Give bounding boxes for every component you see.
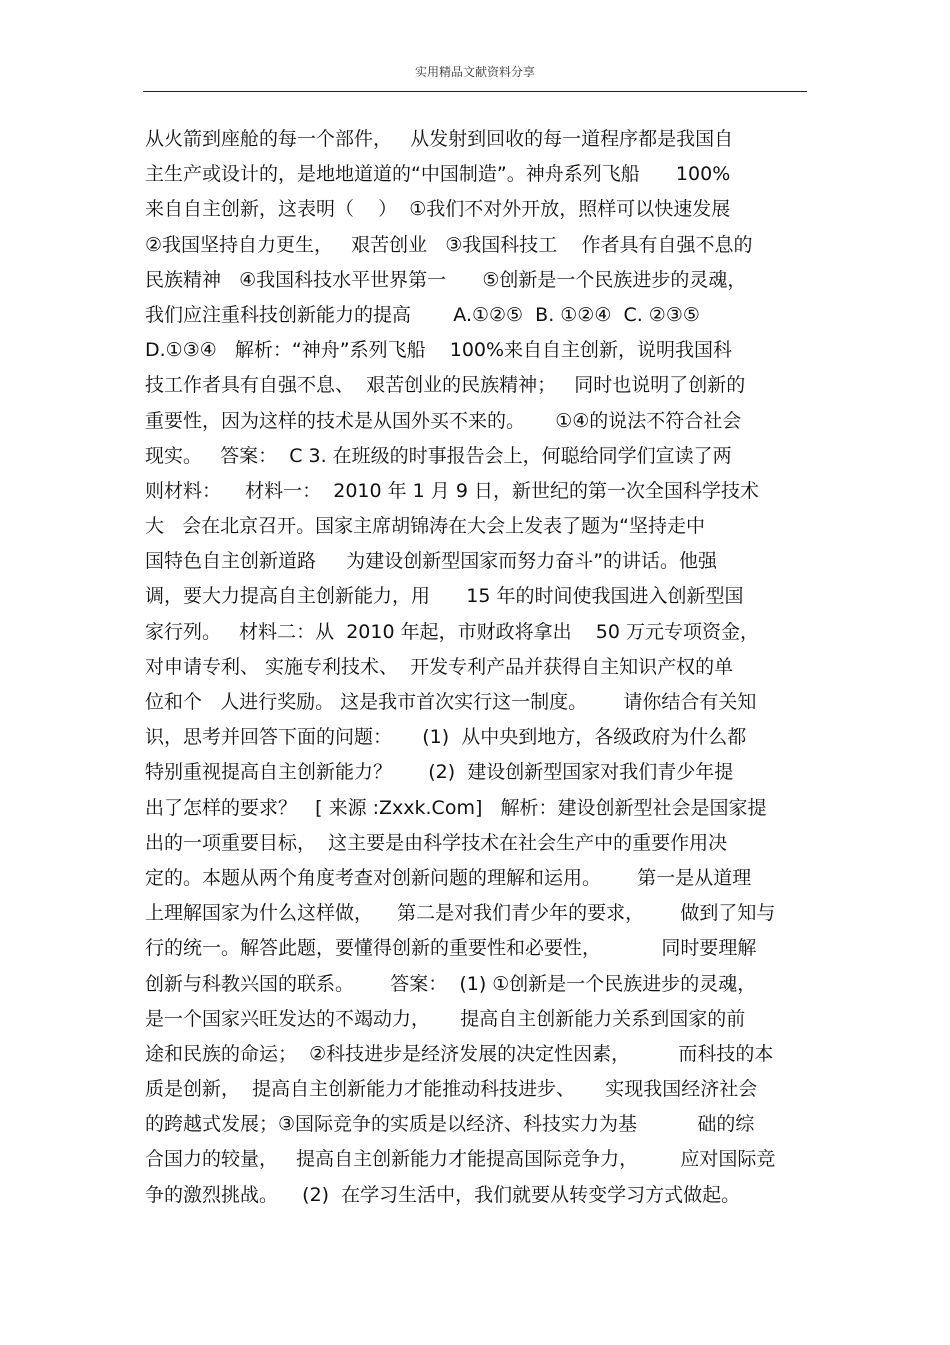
text-line: 的跨越式发展；③国际竞争的实质是以经济、科技实力为基 础的综	[145, 1113, 755, 1136]
text-line: 技工作者具有自强不息、 艰苦创业的民族精神； 同时也说明了创新的	[145, 374, 746, 397]
text-line: 位和个 人进行奖励。 这是我市首次实行这一制度。 请你结合有关知	[145, 691, 757, 713]
text-line: 重要性，因为这样的技术是从国外买不来的。 ①④的说法不符合社会	[145, 409, 742, 432]
text-line: 调，要大力提高自主创新能力，用 15 年的时间使我国进入创新型国	[145, 585, 744, 608]
text-line: 行的统一。解答此题，要懂得创新的重要性和必要性， 同时要理解	[145, 937, 757, 960]
header-divider	[143, 91, 807, 92]
text-line: 来自自主创新，这表明（ ） ①我们不对外开放，照样可以快速发展	[145, 198, 731, 221]
text-line: 识，思考并回答下面的问题： (1) 从中央到地方，各级政府为什么都	[145, 726, 747, 749]
text-line: 家行列。 材料二：从 2010 年起，市财政将拿出 50 万元专项资金，	[145, 620, 759, 643]
text-line: 则材料： 材料一： 2010 年 1 月 9 日，新世纪的第一次全国科学技术	[145, 479, 759, 502]
text-line: 大 会在北京召开。国家主席胡锦涛在大会上发表了题为“坚持走中	[145, 515, 705, 538]
text-line: 出了怎样的要求？ [ 来源 :Zxxk.Com] 解析：建设创新型社会是国家提	[145, 796, 767, 819]
page-header: 实用精品文献资料分享	[414, 65, 535, 79]
text-line: 争的激烈挑战。 (2) 在学习生活中，我们就要从转变学习方式做起。	[145, 1183, 741, 1206]
text-line: 主生产或设计的，是地地道道的“中国制造”。神舟系列飞船 100%	[145, 163, 731, 186]
text-line: 民族精神 ④我国科技水平世界第一 ⑤创新是一个民族进步的灵魂，	[145, 268, 747, 291]
text-line: 是一个国家兴旺发达的不竭动力， 提高自主创新能力关系到国家的前	[145, 1007, 746, 1030]
text-line: D.①③④ 解析：“神舟”系列飞船 100%来自自主创新，说明我国科	[145, 339, 733, 362]
text-line: 上理解国家为什么这样做， 第二是对我们青少年的要求， 做到了知与	[145, 902, 776, 925]
text-line: 途和民族的命运； ②科技进步是经济发展的决定性因素， 而科技的本	[145, 1042, 774, 1065]
text-line: 定的。本题从两个角度考查对创新问题的理解和运用。 第一是从道理	[145, 866, 752, 889]
text-line: ②我国坚持自力更生， 艰苦创业 ③我国科技工 作者具有自强不息的	[145, 233, 753, 256]
text-line: 从火箭到座舱的每一个部件， 从发射到回收的每一道程序都是我国自	[145, 128, 734, 150]
text-line: 我们应注重科技创新能力的提高 A.①②⑤ B. ①②④ C. ②③⑤	[145, 303, 700, 326]
text-line: 创新与科教兴国的联系。 答案： (1) ①创新是一个民族进步的灵魂，	[145, 972, 757, 995]
text-line: 对申请专利、 实施专利技术、 开发专利产品并获得自主知识产权的单	[145, 655, 734, 678]
text-line: 特别重视提高自主创新能力？ (2) 建设创新型国家对我们青少年提	[145, 761, 734, 784]
text-line: 合国力的较量， 提高自主创新能力才能提高国际竞争力， 应对国际竞	[145, 1148, 776, 1171]
document-body	[145, 122, 813, 1213]
text-line: 国特色自主创新道路 为建设创新型国家而努力奋斗”的讲话。他强	[145, 550, 718, 573]
text-line: 出的一项重要目标， 这主要是由科学技术在社会生产中的重要作用决	[145, 831, 728, 854]
text-line: 质是创新， 提高自主创新能力才能推动科技进步、 实现我国经济社会	[145, 1078, 758, 1101]
text-line: 现实。 答案： C 3. 在班级的时事报告会上，何聪给同学们宣读了两	[145, 444, 732, 467]
